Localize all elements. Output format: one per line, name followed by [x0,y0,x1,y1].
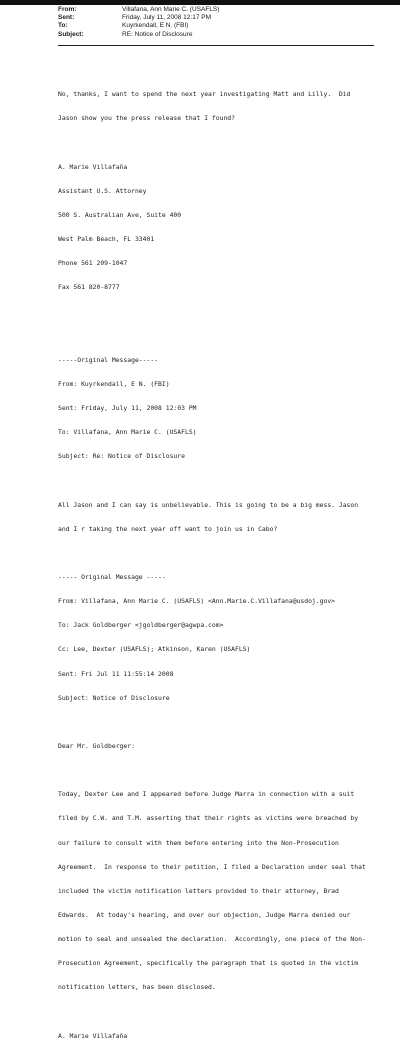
signature-line: West Palm Beach, FL 33401 [58,235,155,244]
header-label: From: [58,6,77,13]
letter-line: filed by C.W. and T.M. asserting that their rights as victims were breached by [58,814,359,823]
original-message-header-line: -----Original Message----- [58,355,159,364]
letter-line: included the victim notification letters provided to their attorney, Brad [58,886,339,895]
original-message-body-line: and I r taking the next year off want to join us in Cabo? [58,524,278,533]
header-value: Kuyrkendall, E N. (FBI) [122,22,189,30]
original-message-body-line: All Jason and I can say is unbelievable. This is going to be a big mess. Jason [58,500,359,509]
original-message-header-line: To: Villafana, Ann Marie C. (USAFLS) [58,428,197,437]
header-value: RE: Notice of Disclosure [122,30,193,38]
letter-line: notification letters, has been disclosed. [58,983,216,992]
header-row-subject [58,31,219,39]
original-message-header-line: To: Jack Goldberger <jgoldberger@agwpa.com> [58,621,224,630]
header-value: Villafana, Ann Marie C. (USAFLS) [122,6,220,13]
original-message-header-line: Subject: Notice of Disclosure [58,693,170,702]
letter-line: Agreement. In response to their petition, I filed a Declaration under seal that [58,862,366,871]
header-row-to [58,22,219,30]
original-message-header-line: From: Villafana, Ann Marie C. (USAFLS) <Ann.Marie.C.Villafana@usdoj.gov> [58,597,336,606]
letter-line: Edwards. At today's hearing, and over our objection, Judge Marra denied our [58,911,351,920]
signature-line: Assistant U.S. Attorney [58,186,147,195]
email-body [58,50,388,1048]
reply-line: No, thanks, I want to spend the next year investigating Matt and Lilly. Did [58,90,351,99]
email-header [58,6,219,39]
reply-line: Jason show you the press release that I found? [58,114,235,123]
header-value: Friday, July 11, 2008 12:17 PM [122,14,212,22]
signature-line: 500 S. Australian Ave, Suite 400 [58,210,182,219]
original-message-header-line: Cc: Lee, Dexter (USAFLS); Atkinson, Karen (USAFLS) [58,645,251,654]
letter-line: motion to seal and unsealed the declaration. Accordingly, one piece of the Non- [58,935,366,944]
original-message-header-line: Subject: Re: Notice of Disclosure [58,452,185,461]
letter-salutation: Dear Mr. Goldberger: [58,742,135,751]
signature-line: Fax 561 820-8777 [58,283,120,292]
header-row-from [58,6,219,14]
header-divider [58,45,374,46]
original-message-header-line: From: Kuyrkendall, E N. (FBI) [58,379,170,388]
letter-line: Today, Dexter Lee and I appeared before Judge Marra in connection with a suit [58,790,355,799]
signature-line: Phone 561 209-1047 [58,259,128,268]
letter-line: our failure to consult with them before entering into the Non-Prosecution [58,838,339,847]
original-message-header-line: Sent: Friday, July 11, 2008 12:03 PM [58,404,197,413]
header-label: Sent: [58,14,75,22]
closing-signature: A. Marie Villafaña [58,1031,128,1040]
original-message-header-line: Sent: Fri Jul 11 11:55:14 2008 [58,669,174,678]
top-cut-header-bar [0,0,400,5]
header-label: Subject: [58,30,84,38]
header-row-sent [58,14,219,22]
original-message-header-line: ----- Original Message ----- [58,573,166,582]
header-label: To: [58,22,68,30]
signature-line: A. Marie Villafaña [58,162,128,171]
letter-line: Prosecution Agreement, specifically the paragraph that is quoted in the victim [58,959,359,968]
